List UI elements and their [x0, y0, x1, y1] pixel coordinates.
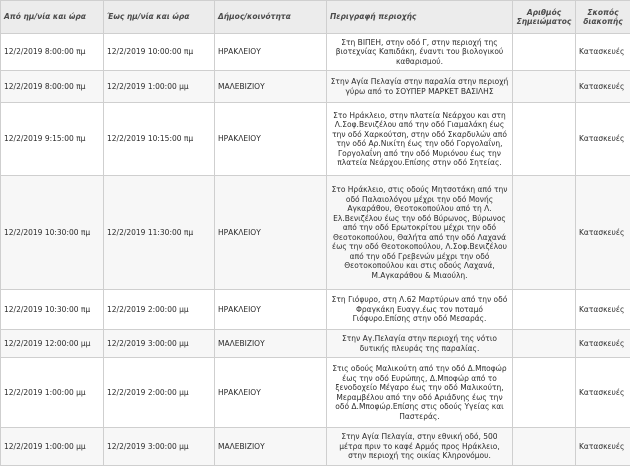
cell-municipality: ΜΑΛΕΒΙΖΙΟΥ — [215, 71, 327, 103]
cell-description: Στις οδούς Μαλικούτη από την οδό Δ.Μποφώρ έως την οδό Ευρώπης, Δ.Μποφώρ από το ξενοδοχείο Μέγαρο έως την οδό Μαλικούτη, Μεραμβέλου από την οδό Αριάδνης έως την οδό Δ.Μποφώρ.Επίσης στις οδούς Υγείας και Παστεράς. — [327, 358, 513, 428]
cell-notice-number — [513, 330, 576, 358]
cell-to: 12/2/2019 3:00:00 μμ — [104, 428, 215, 466]
cell-municipality: ΗΡΑΚΛΕΙΟΥ — [215, 290, 327, 330]
cell-description: Στη Γιόφυρο, στη Λ.62 Μαρτύρων από την οδό Φραγκάκη Ευαγγ.έως τον ποταμό Γιόφυρο.Επίσης στην οδό Μεσαράς. — [327, 290, 513, 330]
column-header-municipality: Δήμος/κοινότητα — [215, 1, 327, 34]
cell-notice-number — [513, 428, 576, 466]
cell-municipality: ΗΡΑΚΛΕΙΟΥ — [215, 34, 327, 71]
cell-to: 12/2/2019 10:15:00 πμ — [104, 103, 215, 176]
cell-from: 12/2/2019 1:00:00 μμ — [1, 428, 104, 466]
cell-from: 12/2/2019 12:00:00 μμ — [1, 330, 104, 358]
cell-description: Στην Αγ.Πελαγία στην περιοχή της νότιο δυτικής πλευράς της παραλίας. — [327, 330, 513, 358]
cell-to: 12/2/2019 2:00:00 μμ — [104, 290, 215, 330]
cell-municipality: ΗΡΑΚΛΕΙΟΥ — [215, 358, 327, 428]
cell-description: Στην Αγία Πελαγία στην παραλία στην περιοχή γύρω από το ΣΟΥΠΕΡ ΜΑΡΚΕΤ ΒΑΣΙΛΗΣ — [327, 71, 513, 103]
cell-notice-number — [513, 290, 576, 330]
cell-purpose: Κατασκευές — [576, 358, 630, 428]
cell-purpose: Κατασκευές — [576, 103, 630, 176]
cell-notice-number — [513, 176, 576, 290]
cell-description: Στο Ηράκλειο, στις οδούς Μητσοτάκη από την οδό Παλαιολόγου μέχρι την οδό Μονής Αγκαράθου, Θεοτοκοπούλου από τη Λ. Ελ.Βενιζέλου έως την οδό Βύρωνος, Βύρωνος από την οδό Ερωτοκρίτου μέχρι την οδό Θεοτοκοπούλου, Θαλήτα από την οδό Λαχανά έως την οδό Θεοτοκοπούλου, Λ.Σοφ.Βενιζέλου από την οδό Γρεβενών μέχρι την οδό Θεοτοκοπούλου και στις οδούς Λαχανά, Μ.Αγκαράθου & Μιαούλη. — [327, 176, 513, 290]
cell-notice-number — [513, 358, 576, 428]
cell-purpose: Κατασκευές — [576, 428, 630, 466]
cell-notice-number — [513, 71, 576, 103]
table-row — [1, 358, 630, 428]
cell-to: 12/2/2019 10:00:00 πμ — [104, 34, 215, 71]
cell-notice-number — [513, 103, 576, 176]
cell-to: 12/2/2019 2:00:00 μμ — [104, 358, 215, 428]
table-row — [1, 330, 630, 358]
cell-purpose: Κατασκευές — [576, 176, 630, 290]
column-header-purpose: Σκοπός διακοπής — [576, 1, 630, 34]
column-header-notice-number: Αριθμός Σημειώματος — [513, 1, 576, 34]
cell-municipality: ΜΑΛΕΒΙΖΙΟΥ — [215, 428, 327, 466]
cell-municipality: ΜΑΛΕΒΙΖΙΟΥ — [215, 330, 327, 358]
table-row — [1, 34, 630, 71]
cell-municipality: ΗΡΑΚΛΕΙΟΥ — [215, 176, 327, 290]
cell-from: 12/2/2019 8:00:00 πμ — [1, 71, 104, 103]
cell-to: 12/2/2019 3:00:00 μμ — [104, 330, 215, 358]
cell-to: 12/2/2019 11:30:00 πμ — [104, 176, 215, 290]
cell-description: Στο Ηράκλειο, στην πλατεία Νεάρχου και στη Λ.Σοφ.Βενιζέλου από την οδό Γιαμαλάκη έως την οδό Χαρκούτση, στην οδό Σκαρδυλών από την οδό Αρ.Νικίτη έως την οδό Γοργολαΐνη, Γοργολαΐνη από την οδό Μυριόνου έως την πλατεία Νεάρχου.Επίσης στην οδό Σητείας. — [327, 103, 513, 176]
column-header-description: Περιγραφή περιοχής — [327, 1, 513, 34]
column-header-to: Έως ημ/νία και ώρα — [104, 1, 215, 34]
table-row — [1, 428, 630, 466]
table-row — [1, 290, 630, 330]
cell-description: Στην Αγία Πελαγία, στην εθνική οδό, 500 μέτρα πριν το καφέ Αρμός προς Ηράκλειο, στην περιοχή της οικίας Κληρονόμου. — [327, 428, 513, 466]
cell-purpose: Κατασκευές — [576, 330, 630, 358]
cell-purpose: Κατασκευές — [576, 71, 630, 103]
column-header-from: Από ημ/νία και ώρα — [1, 1, 104, 34]
table-row — [1, 71, 630, 103]
cell-purpose: Κατασκευές — [576, 34, 630, 71]
cell-from: 12/2/2019 1:00:00 μμ — [1, 358, 104, 428]
table-row — [1, 103, 630, 176]
cell-from: 12/2/2019 10:30:00 πμ — [1, 290, 104, 330]
cell-municipality: ΗΡΑΚΛΕΙΟΥ — [215, 103, 327, 176]
table-row — [1, 176, 630, 290]
cell-to: 12/2/2019 1:00:00 μμ — [104, 71, 215, 103]
cell-from: 12/2/2019 9:15:00 πμ — [1, 103, 104, 176]
cell-notice-number — [513, 34, 576, 71]
cell-from: 12/2/2019 8:00:00 πμ — [1, 34, 104, 71]
table-header-row — [1, 1, 630, 34]
cell-purpose: Κατασκευές — [576, 290, 630, 330]
cell-from: 12/2/2019 10:30:00 πμ — [1, 176, 104, 290]
cell-description: Στη ΒΙΠΕΗ, στην οδό Γ, στην περιοχή της βιοτεχνίας Καπιδάκη, έναντι του βιολογικού καθαρισμού. — [327, 34, 513, 71]
